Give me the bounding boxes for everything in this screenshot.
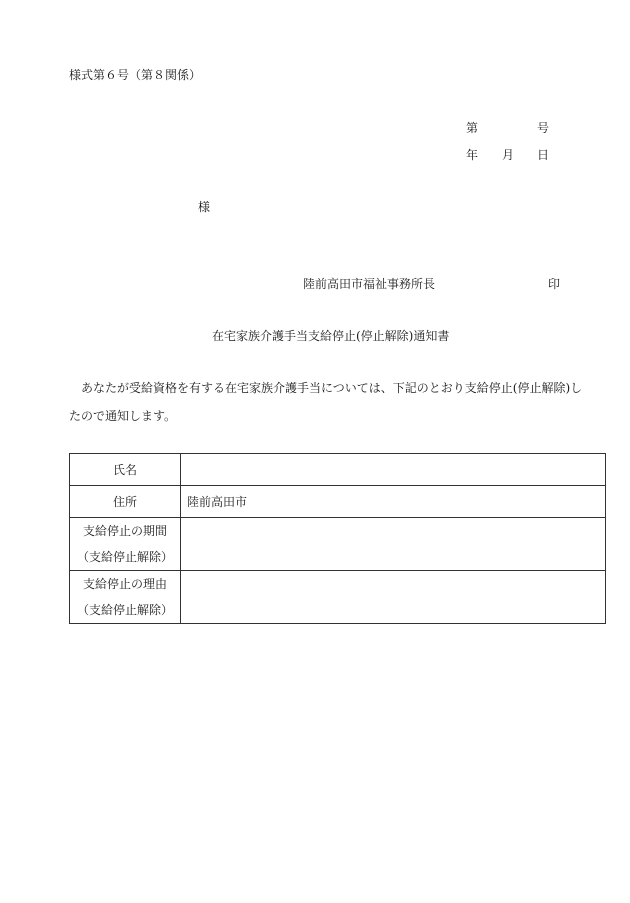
suspension-reason-label-line1: 支給停止の理由 (82, 577, 167, 591)
suspension-period-label (70, 518, 181, 571)
addressee-honorific: 様 (198, 200, 211, 214)
info-table (69, 453, 606, 624)
form-number: 様式第６号（第８関係） (69, 68, 202, 82)
table-row (70, 454, 606, 486)
issuer-name: 陸前高田市福祉事務所長 (303, 277, 436, 291)
document-title: 在宅家族介護手当支給停止(停止解除)通知書 (212, 329, 450, 343)
date-day-label: 日 (537, 148, 550, 162)
body-paragraph: あなたが受給資格を有する在宅家族介護手当については、下記のとおり支給停止(停止解除)したので通知します。 (69, 381, 583, 423)
date-month-label: 月 (502, 148, 515, 162)
name-label: 氏名 (70, 454, 181, 486)
date-year-label: 年 (466, 148, 479, 162)
suspension-reason-label (70, 571, 181, 624)
name-value (181, 454, 606, 486)
table-row (70, 518, 606, 571)
suspension-period-label-line2: （支給停止解除） (76, 550, 173, 564)
suspension-period-value (181, 518, 606, 571)
suspension-period-label-line1: 支給停止の期間 (82, 524, 167, 538)
address-value: 陸前高田市 (181, 486, 606, 518)
document-number-suffix: 号 (537, 121, 550, 135)
table-row (70, 571, 606, 624)
document-number-prefix: 第 (466, 121, 479, 135)
table-row (70, 486, 606, 518)
suspension-reason-value (181, 571, 606, 624)
address-label: 住所 (70, 486, 181, 518)
seal-mark: 印 (548, 277, 561, 291)
suspension-reason-label-line2: （支給停止解除） (76, 603, 173, 617)
